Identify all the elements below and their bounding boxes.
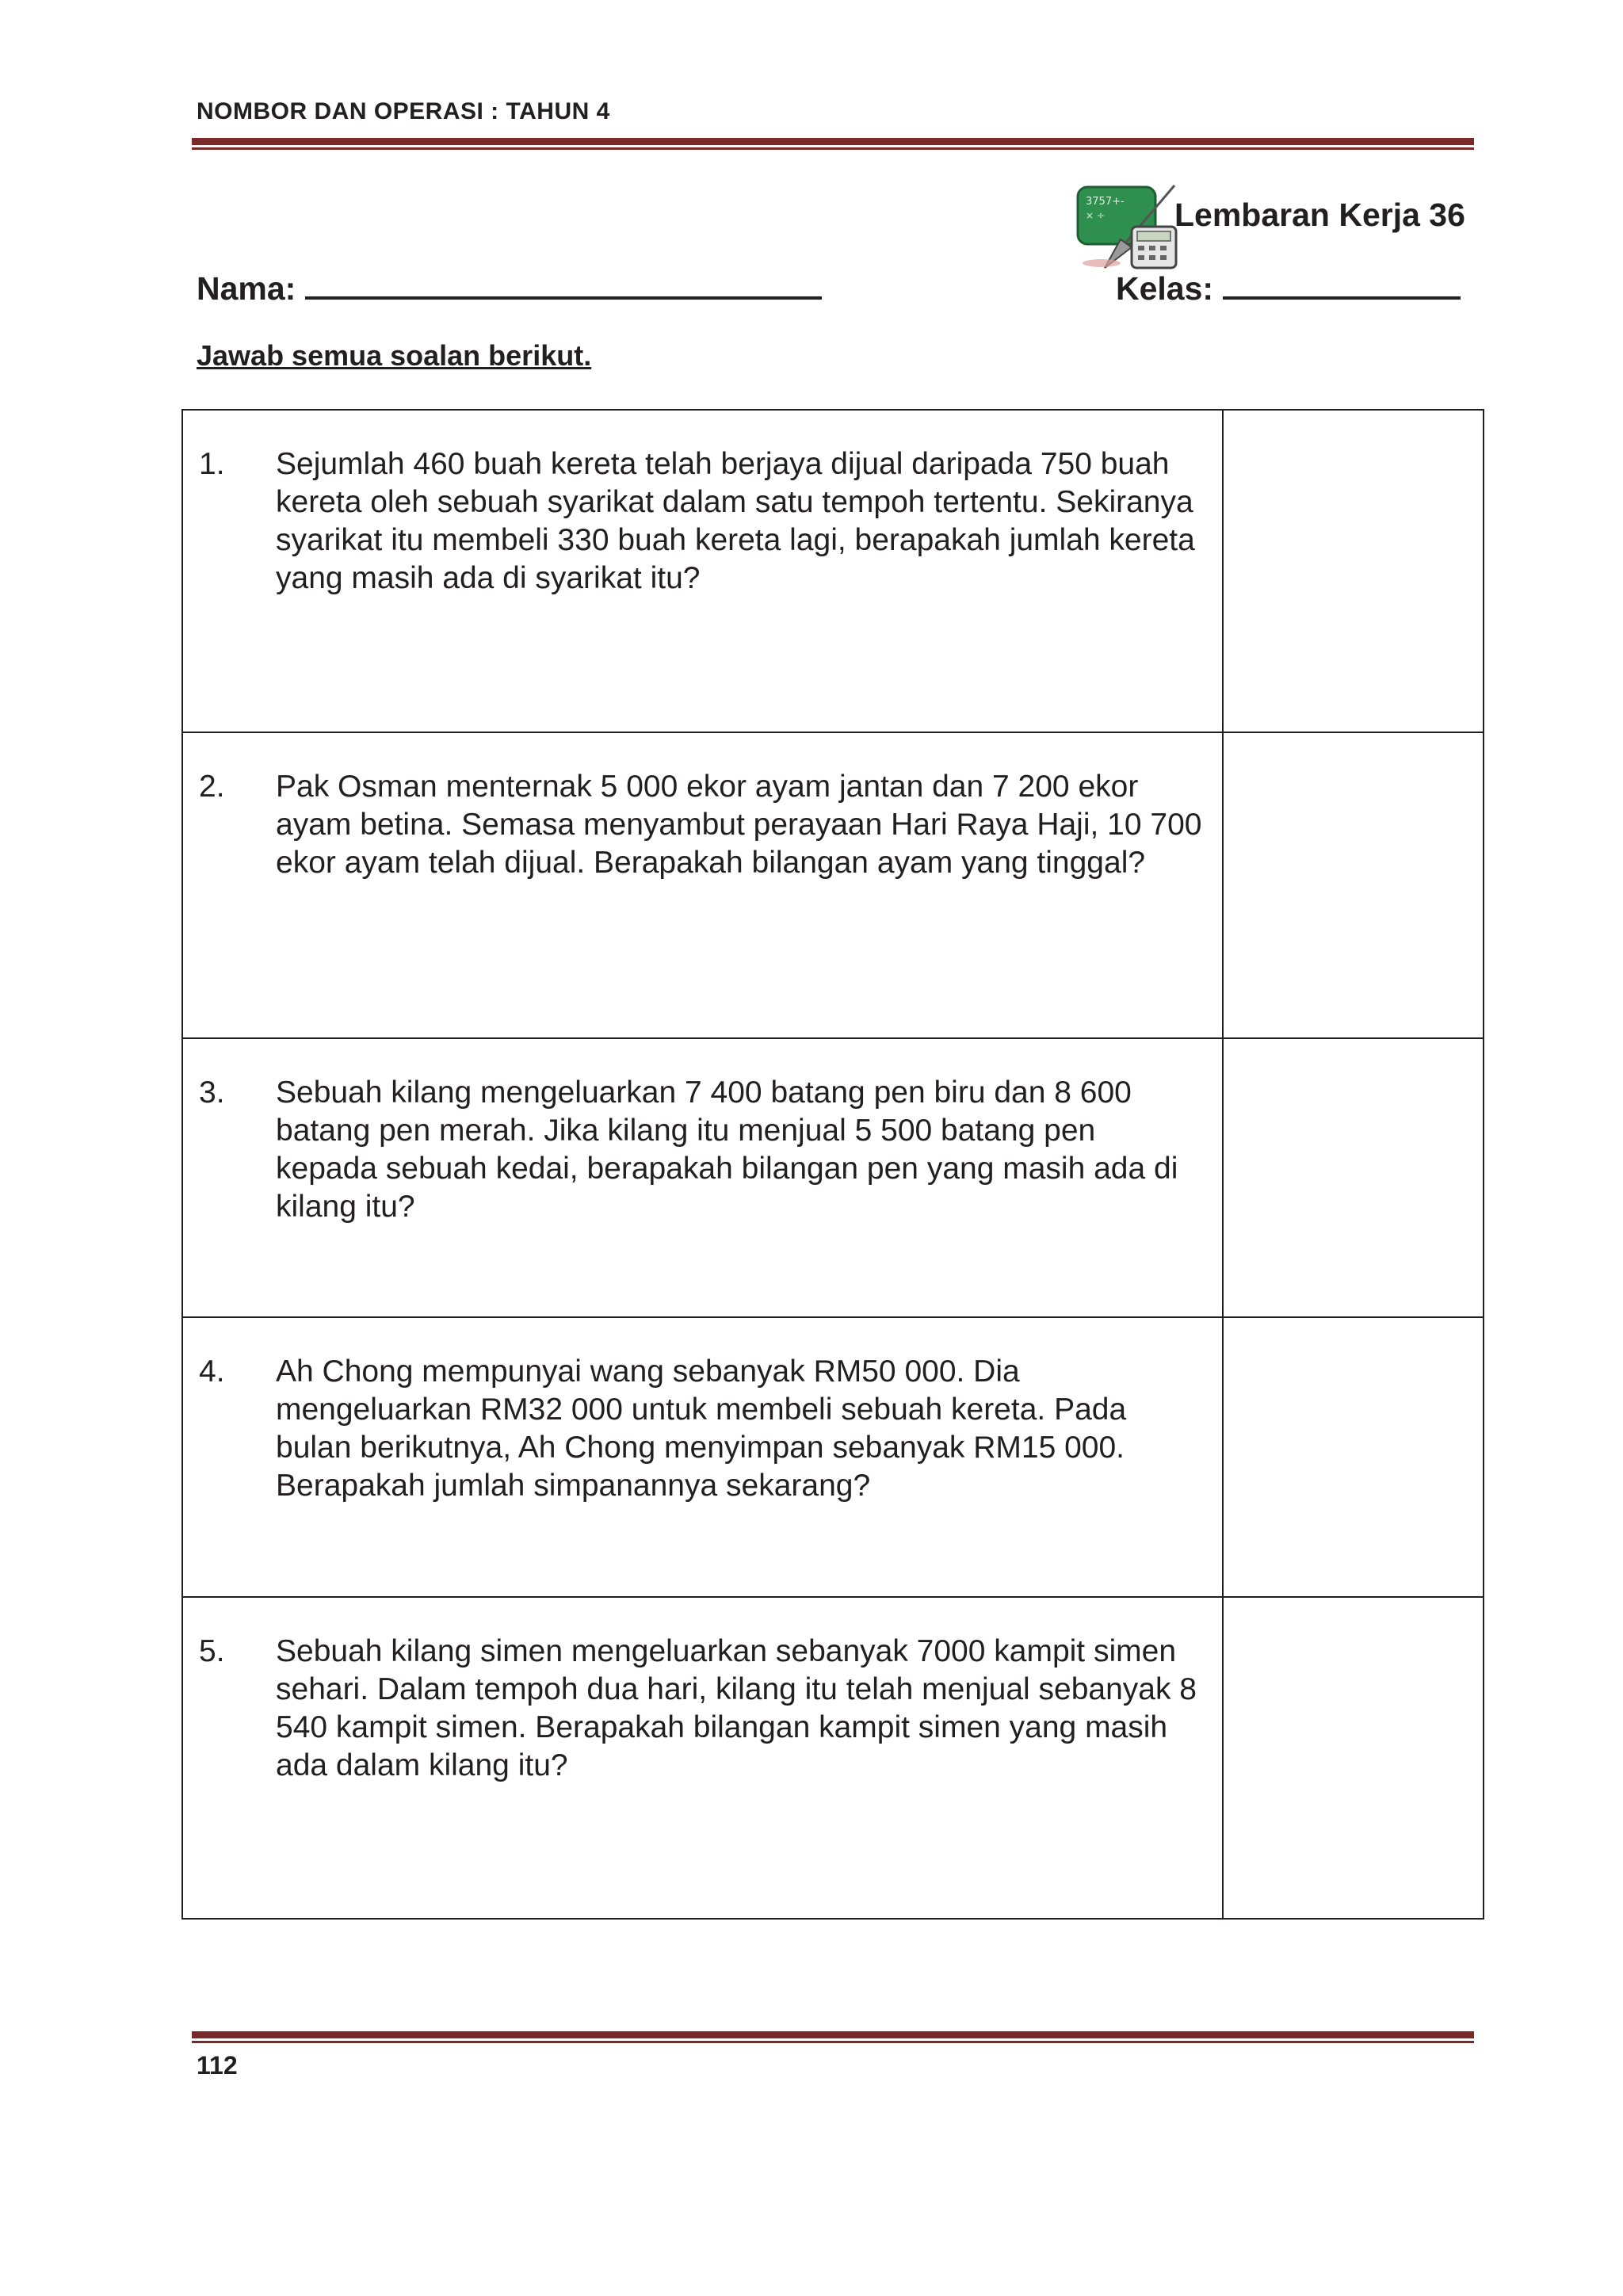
header-divider [192,138,1474,150]
question-text: Sebuah kilang mengeluarkan 7 400 batang pen biru dan 8 600 batang pen merah. Jika kilang itu menjual 5 500 batang pen kepada sebuah kedai, berapakah bilangan pen yang masih ada di kilang itu? [276,1075,1178,1224]
answer-cell [1223,1597,1484,1919]
question-row-2 [182,732,1484,1038]
page-number: 112 [197,2051,238,2080]
answer-cell [1223,1317,1484,1597]
answer-cell [1223,732,1484,1038]
question-cell [182,1317,1223,1597]
question-row-3 [182,1038,1484,1317]
question-number: 4. [199,1354,225,1389]
question-cell [182,732,1223,1038]
question-number: 5. [199,1634,225,1668]
answer-cell [1223,1038,1484,1317]
question-text: Sejumlah 460 buah kereta telah berjaya dijual daripada 750 buah kereta oleh sebuah syarikat dalam satu tempoh tertentu. Sekiranya syarikat itu membeli 330 buah kereta lagi, berapakah jumlah kereta yang masih ada di syarikat itu? [276,447,1195,595]
class-label: Kelas: [1116,270,1214,307]
question-number: 1. [199,447,225,481]
class-blank-line [1223,268,1461,300]
calculator-chalkboard-icon [1073,181,1184,271]
worksheet-title: Lembaran Kerja 36 [1174,197,1465,233]
question-cell [182,410,1223,732]
question-cell [182,1038,1223,1317]
name-blank-line [305,268,822,300]
logo-chalk-text: 3757+- [1086,196,1125,208]
instruction-text: Jawab semua soalan berikut. [197,339,592,372]
question-row-5 [182,1597,1484,1919]
question-row-4 [182,1317,1484,1597]
question-text: Sebuah kilang simen mengeluarkan sebanyak 7000 kampit simen sehari. Dalam tempoh dua hari, kilang itu telah menjual sebanyak 8 540 kampit simen. Berapakah bilangan kampit simen yang masih ada dalam kilang itu? [276,1634,1197,1782]
svg-text:× ÷: × ÷ [1086,210,1105,221]
footer-divider [192,2031,1474,2043]
question-number: 2. [199,770,225,804]
name-label: Nama: [197,270,296,307]
page-header-title: NOMBOR DAN OPERASI : TAHUN 4 [197,98,610,124]
question-cell [182,1597,1223,1919]
questions-table [181,409,1484,1920]
question-text: Ah Chong mempunyai wang sebanyak RM50 000. Dia mengeluarkan RM32 000 untuk membeli sebuah kereta. Pada bulan berikutnya, Ah Chong menyimpan sebanyak RM15 000. Berapakah jumlah simpanannya sekarang? [276,1354,1127,1503]
question-text: Pak Osman menternak 5 000 ekor ayam jantan dan 7 200 ekor ayam betina. Semasa menyambut perayaan Hari Raya Haji, 10 700 ekor ayam telah dijual. Berapakah bilangan ayam yang tinggal? [276,770,1202,880]
question-row-1 [182,410,1484,732]
question-number: 3. [199,1075,225,1110]
name-field [197,268,822,308]
class-field [1116,268,1461,308]
answer-cell [1223,410,1484,732]
